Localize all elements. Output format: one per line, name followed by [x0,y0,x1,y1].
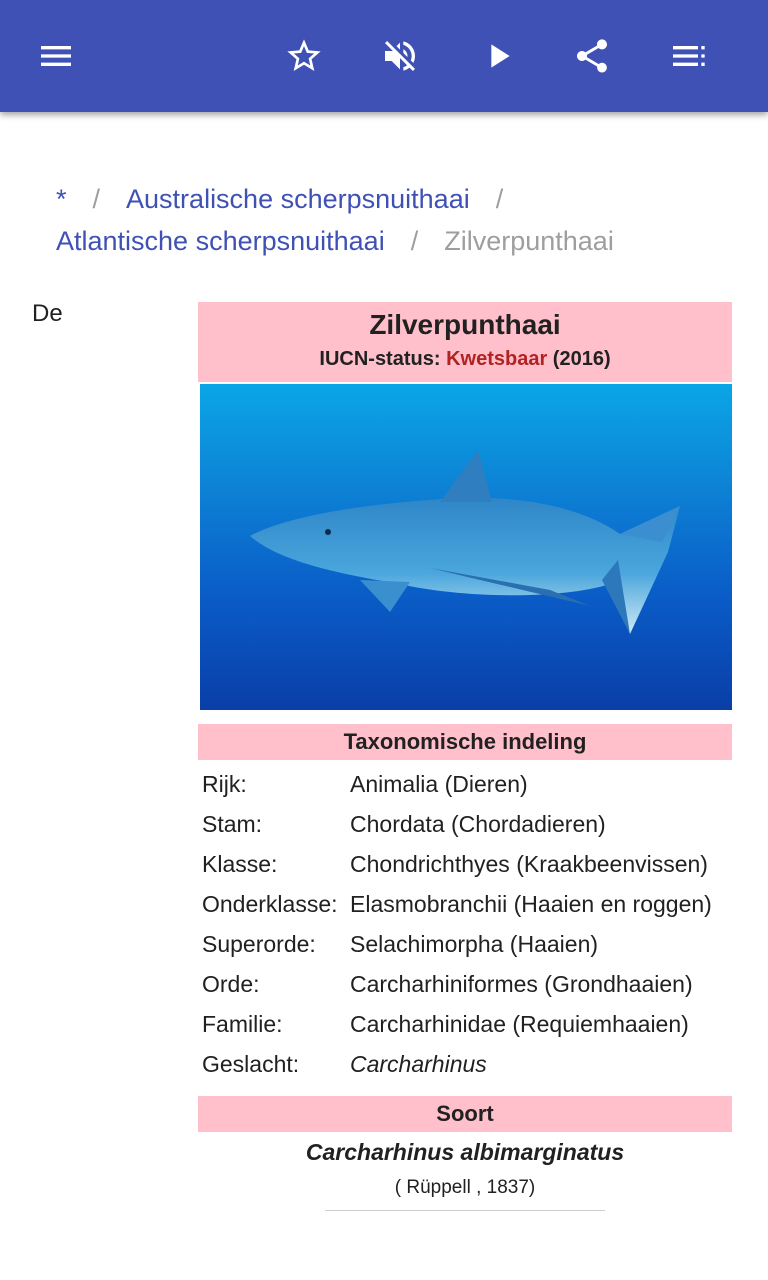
breadcrumb-separator: / [410,226,419,256]
taxonomy-rank: Geslacht: [202,1051,300,1077]
iucn-status-link[interactable]: Kwetsbaar [446,348,548,370]
taxonomy-rank: Onderklasse: [202,891,338,917]
infobox-header [198,302,732,382]
divider [325,1210,605,1211]
article-intro: De [32,300,63,327]
breadcrumb-link-australische[interactable]: Australische scherpsnuithaai [126,184,470,214]
star-icon [284,36,324,76]
volume-off-icon [380,36,420,76]
taxonomy-value[interactable]: Chordata (Chordadieren) [350,811,606,837]
taxonomy-rank: Superorde: [202,931,316,957]
share-button[interactable] [564,28,620,84]
mute-button[interactable] [372,28,428,84]
play-icon [478,36,518,76]
taxonomy-rank: Rijk: [202,771,247,797]
species-author: ( Rüppell , 1837) [394,1177,536,1198]
taxonomy-value[interactable]: Animalia (Dieren) [350,771,528,797]
table-row [198,804,730,844]
taxonomy-rank: Stam: [202,811,263,837]
breadcrumb [56,178,736,262]
play-button[interactable] [470,28,526,84]
taxonomy-value[interactable]: Carcharhinidae (Requiemhaaien) [350,1011,689,1037]
breadcrumb-current: Zilverpunthaai [444,226,614,256]
favorite-button[interactable] [276,28,332,84]
shark-photo[interactable] [200,384,732,710]
app-toolbar [0,0,768,112]
infobox [198,302,732,1211]
breadcrumb-link-atlantische[interactable]: Atlantische scherpsnuithaai [56,226,385,256]
contents-button[interactable] [660,28,716,84]
species-heading: Soort [198,1096,732,1132]
menu-icon [36,36,76,76]
taxonomy-value[interactable]: Chondrichthyes (Kraakbeenvissen) [350,851,708,877]
breadcrumb-separator: / [92,184,101,214]
taxonomy-value[interactable]: Elasmobranchii (Haaien en roggen) [350,891,712,917]
table-row [198,924,730,964]
iucn-status [198,342,732,376]
table-row [198,1044,730,1084]
iucn-status-year: (2016) [552,348,611,370]
menu-button[interactable] [28,28,84,84]
table-row [198,884,730,924]
taxonomy-value[interactable]: Selachimorpha (Haaien) [350,931,599,957]
taxonomy-heading: Taxonomische indeling [198,724,732,760]
iucn-status-label: IUCN-status: [319,348,441,370]
taxonomy-value[interactable]: Carcharhiniformes (Grondhaaien) [350,971,693,997]
taxonomy-rank: Familie: [202,1011,283,1037]
list-icon [668,36,708,76]
breadcrumb-separator: / [495,184,504,214]
share-icon [572,36,612,76]
table-row [198,764,730,804]
infobox-title: Zilverpunthaai [369,309,561,340]
species-name: Carcharhinus albimarginatus [305,1139,625,1165]
breadcrumb-link-home[interactable]: * [56,184,67,214]
table-row [198,964,730,1004]
taxonomy-value[interactable]: Carcharhinus [350,1051,487,1077]
table-row [198,844,730,884]
taxonomy-rank: Klasse: [202,851,278,877]
shark-illustration [200,384,732,710]
taxonomy-rank: Orde: [202,971,260,997]
taxonomy-table [198,764,730,1084]
table-row [198,1004,730,1044]
